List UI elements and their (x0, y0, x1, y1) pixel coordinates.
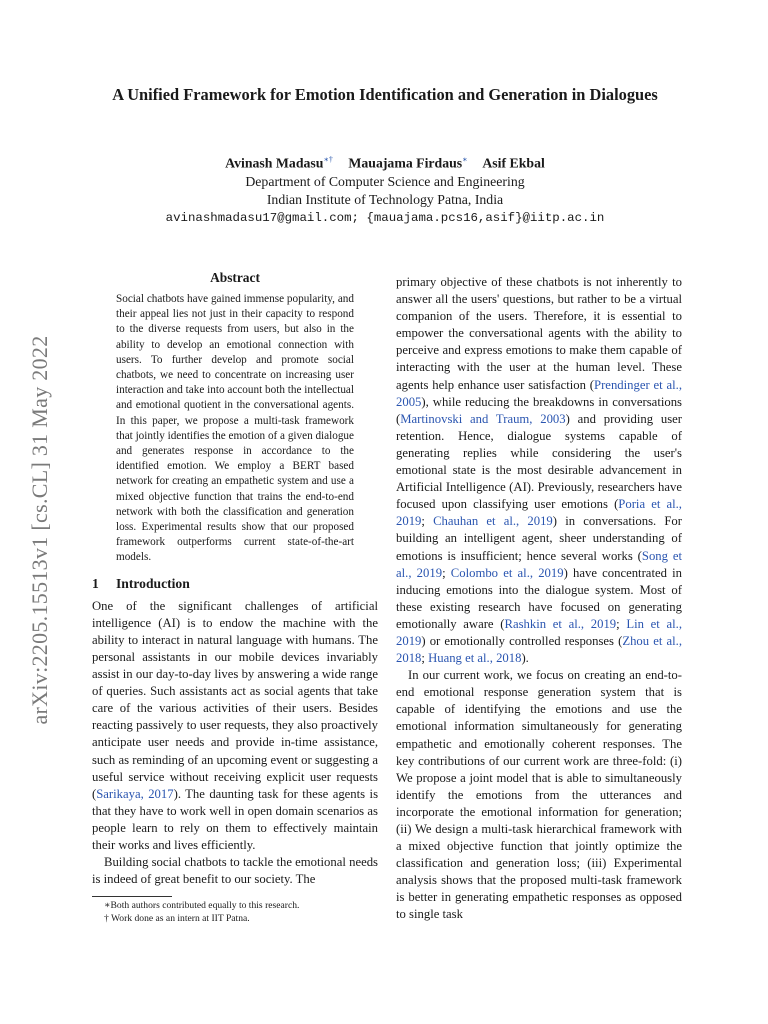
author-names (92, 151, 678, 173)
citation-link[interactable]: Colombo et al., 2019 (450, 565, 564, 580)
authors-block (92, 151, 678, 227)
abstract-text: Social chatbots have gained immense popularity, and their appeal lies not just in their capacity to respond to the diverse requests from users, but also in the ability to develop an emotional connection with users. To further develop and promote social chatbots, we need to concentrate on increasing user interaction and take into account both the intellectual and emotional quotient in the conversational agents. In this paper, we propose a multi-task framework that jointly identifies the emotion of a given dialogue and generates response in accordance to the identified emotion. We employ a BERT based network for creating an empathetic system and use a mixed objective function that trains the end-to-end network with both the classification and generation loss. Experimental results show that our proposed framework outperforms current state-of-the-art models. (116, 293, 354, 564)
citation-link[interactable]: Lin et al., 2019 (396, 616, 683, 648)
paper-title: A Unified Framework for Emotion Identification and Generation in Dialogues (112, 85, 658, 104)
citation-link[interactable]: Zhou et al., 2018 (396, 633, 682, 666)
author-2: Mauajama Firdaus (348, 155, 463, 171)
section-number: 1 (92, 575, 99, 591)
citation-link[interactable]: Prendinger et al., 2005 (396, 377, 682, 409)
right-paragraph-2: In our current work, we focus on creating an end-to-end emotional response generation system that is capable of identifying the emotions and use the emotional information simultaneously for generating empathetic and emotionally coherent responses. The key contributions of our current work are three-fold: (i) We propose a joint model that is able to simultaneously identify the emotions from the utterances and incorporate the emotional information for generation; (ii) We design a multi-task hierarchical framework with a mixed objective function that jointly optimize the classification and generation loss; (iii) Experimental analysis shows that the proposed multi-task framework is better in generating empathetic responses as opposed to single task (396, 668, 682, 922)
citation-link[interactable]: Sarikaya, 2017 (96, 786, 174, 801)
citation-link[interactable]: Rashkin et al., 2019 (504, 616, 617, 631)
citation-link[interactable]: Poria et al., 2019 (396, 497, 682, 529)
section-title: Introduction (116, 575, 190, 591)
section-heading-introduction (92, 576, 378, 592)
citation-link[interactable]: Huang et al., 2018 (428, 651, 522, 666)
author-3: Asif Ekbal (482, 155, 545, 171)
abstract-heading: Abstract (210, 270, 260, 285)
author-2-marks: ∗ (462, 155, 468, 164)
intro-paragraph-1: One of the significant challenges of artificial intelligence (AI) is to endow the machine with the ability to interact in natural language with humans. The personal assistants in our mobile devices invariably assist in our day-to-day lives by answering a wide range of queries. Such assistants act as social agents that take care of the various activities of their users. Besides reacting passively to user requests, they also proactively anticipate user needs and provide in-time assistance, such as reminding of an upcoming event or suggesting a useful service without receiving explicit user requests (Sarikaya, 2017). The daunting task for these agents is that they have to work well in open domain scenarios as people learn to rely on them to effectively maintain their works and lives efficiently. (92, 598, 379, 852)
arxiv-side-identifier (20, 310, 60, 750)
intro-paragraph-2: Building social chatbots to tackle the emotional needs is indeed of great benefit to our society. The (92, 855, 378, 887)
right-paragraph-1: primary objective of these chatbots is not inherently to answer all the users' questions, but rather to be a virtual companion of the users. Therefore, it is essential to empower the conversational agents with the ability to perceive and express emotions to make them capable of interacting with the user at the human level. These agents help enhance user satisfaction (Prendinger et al., 2005), while reducing the breakdowns in conversations (Martinovski and Traum, 2003) and providing user retention. Hence, dialogue systems capable of generating replies while considering the user's emotional state is the most desirable advancement in Artificial Intelligence (AI). Previously, researchers have focused upon classifying user emotions (Poria et al., 2019; Chauhan et al., 2019) in conversations. For building an intelligent agent, sheer understanding of emotions is insufficient; hence several works (Song et al., 2019; Colombo et al., 2019) have concentrated in inducing emotions into the dialogue system. Most of these existing research have focused on generating emotionally aware (Rashkin et al., 2019; Lin et al., 2019) or emotionally controlled responses (Zhou et al., 2018; Huang et al., 2018). (396, 275, 683, 666)
author-emails: avinashmadasu17@gmail.com; {mauajama.pcs16,asif}@iitp.ac.in (165, 210, 605, 225)
right-column (396, 274, 682, 924)
institute: Indian Institute of Technology Patna, India (266, 191, 504, 207)
left-column (92, 270, 378, 925)
arxiv-id-text: arXiv:2205.15513v1 [cs.CL] 31 May 2022 (27, 335, 52, 725)
citation-link[interactable]: Song et al., 2019 (396, 548, 682, 580)
footnote-divider (92, 896, 172, 897)
footnote-2: † Work done as an intern at IIT Patna. (104, 912, 250, 924)
author-1-marks: ∗† (323, 155, 333, 164)
citation-link[interactable]: Chauhan et al., 2019 (433, 514, 553, 529)
citation-link[interactable]: Martinovski and Traum, 2003 (400, 411, 566, 426)
author-1: Avinash Madasu (225, 155, 324, 171)
department: Department of Computer Science and Engineering (245, 173, 525, 189)
footnote-1: ∗Both authors contributed equally to this research. (104, 900, 300, 912)
